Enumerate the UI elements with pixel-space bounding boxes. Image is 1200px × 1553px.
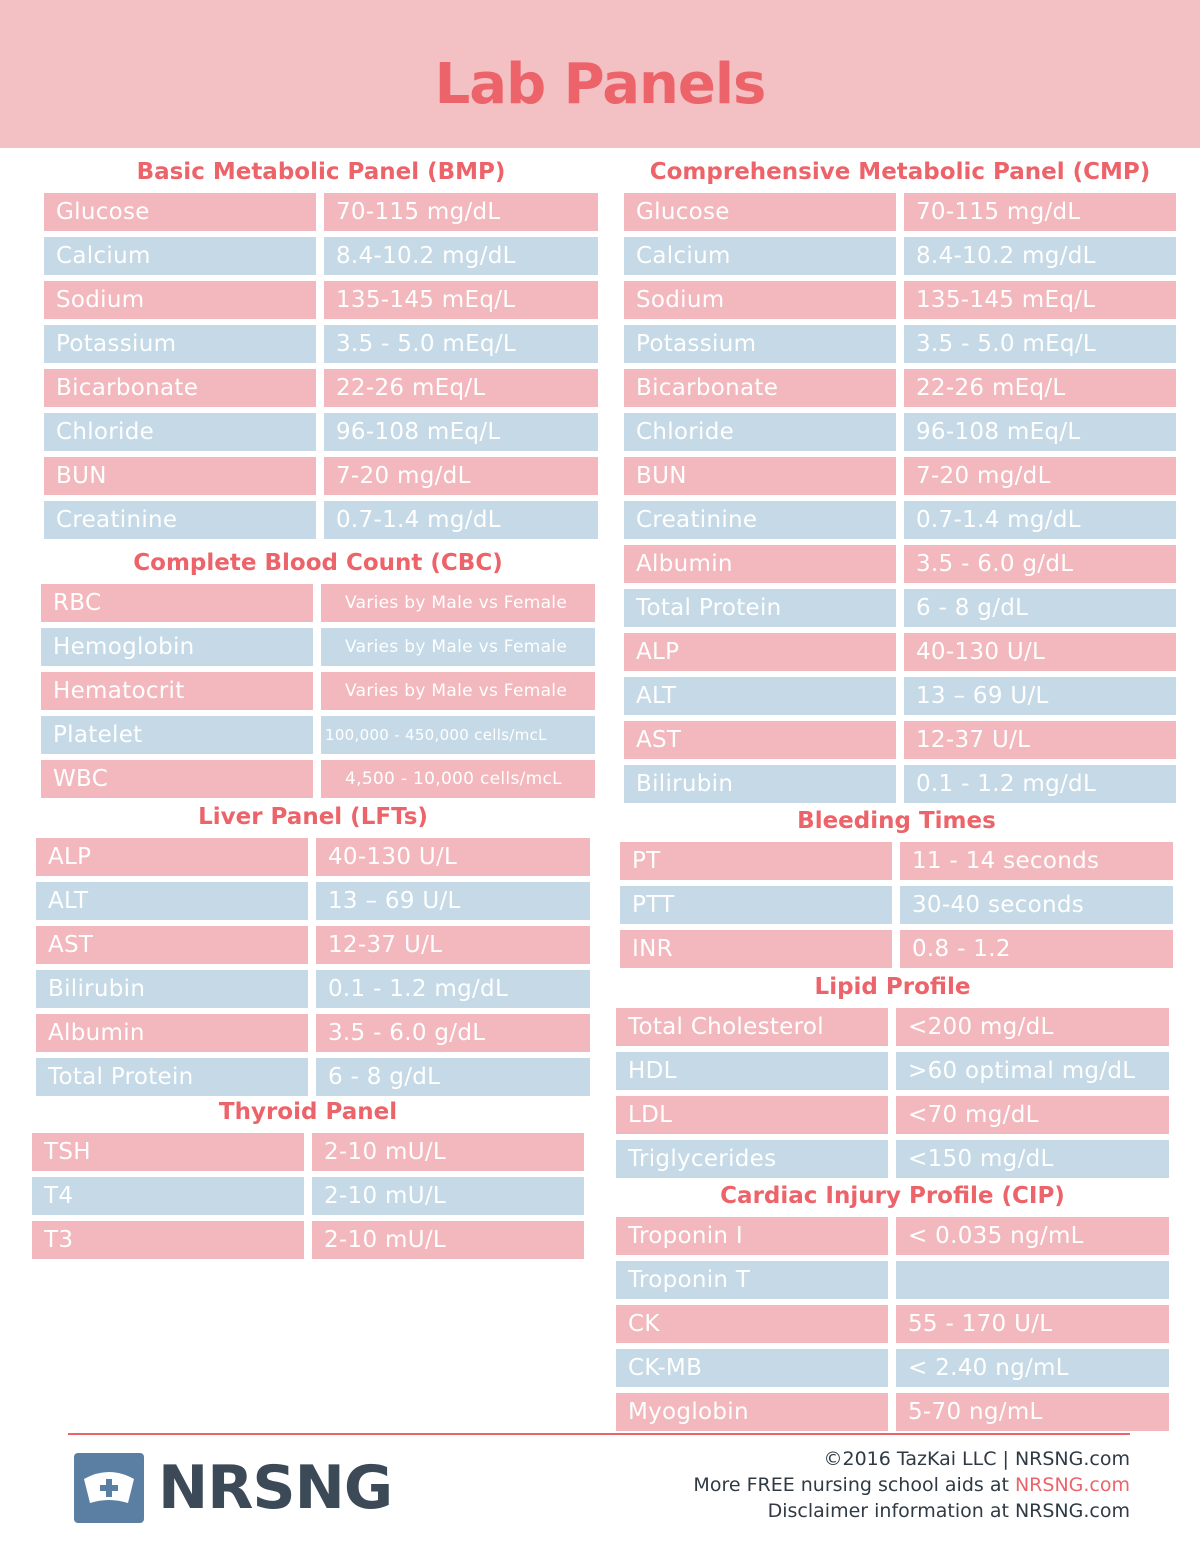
reference-range: 2-10 mU/L [312, 1133, 584, 1171]
table-row [36, 838, 590, 876]
reference-range: 96-108 mEq/L [904, 413, 1176, 451]
table-row [620, 930, 1173, 968]
test-name: Bicarbonate [44, 369, 316, 407]
panel-title: Liver Panel (LFTs) [198, 804, 428, 830]
reference-range: 22-26 mEq/L [904, 369, 1176, 407]
table-row [41, 584, 595, 622]
reference-range: 13 – 69 U/L [904, 677, 1176, 715]
reference-range: 12-37 U/L [904, 721, 1176, 759]
reference-range: 0.7-1.4 mg/dL [324, 501, 598, 539]
table-row [41, 716, 595, 754]
test-name: ALT [624, 677, 896, 715]
panel-title: Thyroid Panel [218, 1099, 398, 1125]
test-name: RBC [41, 584, 313, 622]
test-name: Triglycerides [616, 1140, 888, 1178]
test-name: Chloride [624, 413, 896, 451]
table-row [44, 501, 598, 539]
reference-range: 11 - 14 seconds [900, 842, 1173, 880]
table-row [41, 628, 595, 666]
test-name: BUN [44, 457, 316, 495]
reference-range [896, 1261, 1169, 1299]
test-name: CK-MB [616, 1349, 888, 1387]
reference-range: 2-10 mU/L [312, 1177, 584, 1215]
test-name: Total Cholesterol [616, 1008, 888, 1046]
page-title: Lab Panels [434, 52, 766, 117]
table-row [44, 413, 598, 451]
test-name: AST [36, 926, 308, 964]
table-row [36, 1014, 590, 1052]
panel-title: Comprehensive Metabolic Panel (CMP) [649, 159, 1151, 185]
test-name: Total Protein [624, 589, 896, 627]
reference-range: <200 mg/dL [896, 1008, 1169, 1046]
reference-range: 30-40 seconds [900, 886, 1173, 924]
table-row [41, 760, 595, 798]
table-row [620, 886, 1173, 924]
disclaimer-text: Disclaimer information at NRSNG.com [767, 1500, 1130, 1522]
table-row [624, 193, 1176, 231]
table-row [616, 1305, 1169, 1343]
test-name: Creatinine [44, 501, 316, 539]
reference-range: 3.5 - 6.0 g/dL [316, 1014, 590, 1052]
panel-title: Bleeding Times [797, 808, 996, 834]
test-name: TSH [32, 1133, 304, 1171]
reference-range: 3.5 - 6.0 g/dL [904, 545, 1176, 583]
table-row [36, 1058, 590, 1096]
lipid-profile-panel [616, 972, 1169, 1178]
nrsng-logo [74, 1452, 404, 1524]
test-name: PTT [620, 886, 892, 924]
table-row [44, 369, 598, 407]
footer-info [693, 1446, 1130, 1524]
footer-divider [68, 1433, 1130, 1435]
reference-range: 7-20 mg/dL [324, 457, 598, 495]
reference-range: 40-130 U/L [904, 633, 1176, 671]
reference-range: 5-70 ng/mL [896, 1393, 1169, 1431]
test-name: Sodium [44, 281, 316, 319]
cardiac-injury-panel [616, 1181, 1169, 1431]
table-row [616, 1349, 1169, 1387]
copyright-text: ©2016 TazKai LLC | NRSNG.com [823, 1448, 1130, 1470]
table-row [624, 413, 1176, 451]
reference-range: 6 - 8 g/dL [316, 1058, 590, 1096]
table-row [624, 501, 1176, 539]
panel-title: Basic Metabolic Panel (BMP) [136, 159, 506, 185]
table-row [36, 882, 590, 920]
table-row [624, 677, 1176, 715]
table-row [624, 545, 1176, 583]
reference-range: 3.5 - 5.0 mEq/L [904, 325, 1176, 363]
reference-range: 3.5 - 5.0 mEq/L [324, 325, 598, 363]
table-row [616, 1052, 1169, 1090]
test-name: Creatinine [624, 501, 896, 539]
table-row [624, 633, 1176, 671]
test-name: BUN [624, 457, 896, 495]
reference-range: 22-26 mEq/L [324, 369, 598, 407]
cbc-panel [41, 548, 595, 798]
test-name: CK [616, 1305, 888, 1343]
test-name: Potassium [624, 325, 896, 363]
test-name: PT [620, 842, 892, 880]
table-row [616, 1096, 1169, 1134]
reference-range: 7-20 mg/dL [904, 457, 1176, 495]
test-name: Sodium [624, 281, 896, 319]
liver-panel [36, 802, 590, 1096]
panel-title: Complete Blood Count (CBC) [133, 550, 503, 576]
reference-range: 70-115 mg/dL [904, 193, 1176, 231]
reference-range: 100,000 - 450,000 cells/mcL [321, 716, 595, 754]
table-row [616, 1140, 1169, 1178]
reference-range: 0.1 - 1.2 mg/dL [316, 970, 590, 1008]
table-row [32, 1221, 584, 1259]
test-name: Albumin [36, 1014, 308, 1052]
table-row [624, 325, 1176, 363]
test-name: Albumin [624, 545, 896, 583]
reference-range: 70-115 mg/dL [324, 193, 598, 231]
test-name: INR [620, 930, 892, 968]
reference-range: 13 – 69 U/L [316, 882, 590, 920]
table-row [36, 970, 590, 1008]
table-row [44, 457, 598, 495]
reference-range: 135-145 mEq/L [904, 281, 1176, 319]
test-name: Bicarbonate [624, 369, 896, 407]
reference-range: 12-37 U/L [316, 926, 590, 964]
reference-range: 6 - 8 g/dL [904, 589, 1176, 627]
test-name: ALP [624, 633, 896, 671]
test-name: LDL [616, 1096, 888, 1134]
test-name: ALP [36, 838, 308, 876]
table-row [44, 237, 598, 275]
panel-title: Cardiac Injury Profile (CIP) [720, 1183, 1065, 1209]
table-row [44, 281, 598, 319]
reference-range: 55 - 170 U/L [896, 1305, 1169, 1343]
test-name: WBC [41, 760, 313, 798]
reference-range: <70 mg/dL [896, 1096, 1169, 1134]
test-name: Calcium [624, 237, 896, 275]
nurse-cap-icon [74, 1453, 144, 1523]
table-row [624, 589, 1176, 627]
table-row [616, 1217, 1169, 1255]
test-name: Platelet [41, 716, 313, 754]
table-row [616, 1261, 1169, 1299]
table-row [624, 281, 1176, 319]
table-row [620, 842, 1173, 880]
bleeding-times-panel [620, 806, 1173, 968]
reference-range: Varies by Male vs Female [321, 672, 595, 710]
test-name: AST [624, 721, 896, 759]
reference-range: Varies by Male vs Female [321, 628, 595, 666]
test-name: Hematocrit [41, 672, 313, 710]
test-name: Hemoglobin [41, 628, 313, 666]
test-name: ALT [36, 882, 308, 920]
test-name: Total Protein [36, 1058, 308, 1096]
reference-range: 8.4-10.2 mg/dL [904, 237, 1176, 275]
test-name: Bilirubin [36, 970, 308, 1008]
reference-range: < 2.40 ng/mL [896, 1349, 1169, 1387]
test-name: Calcium [44, 237, 316, 275]
reference-range: 2-10 mU/L [312, 1221, 584, 1259]
table-row [44, 325, 598, 363]
table-row [624, 721, 1176, 759]
reference-range: 40-130 U/L [316, 838, 590, 876]
reference-range: 4,500 - 10,000 cells/mcL [321, 760, 595, 798]
test-name: Bilirubin [624, 765, 896, 803]
panel-title: Lipid Profile [814, 974, 971, 1000]
free-aids-line [693, 1472, 1130, 1498]
table-row [624, 765, 1176, 803]
table-row [624, 457, 1176, 495]
logo-text: NRSNG [158, 1453, 393, 1523]
table-row [41, 672, 595, 710]
test-name: Potassium [44, 325, 316, 363]
test-name: Troponin I [616, 1217, 888, 1255]
free-aids-text: More FREE nursing school aids at [693, 1474, 1015, 1496]
thyroid-panel [32, 1097, 584, 1259]
bmp-panel [44, 157, 598, 539]
table-row [32, 1177, 584, 1215]
reference-range: < 0.035 ng/mL [896, 1217, 1169, 1255]
test-name: T3 [32, 1221, 304, 1259]
nrsng-link[interactable]: NRSNG.com [1014, 1474, 1130, 1496]
table-row [44, 193, 598, 231]
reference-range: <150 mg/dL [896, 1140, 1169, 1178]
reference-range: 0.8 - 1.2 [900, 930, 1173, 968]
table-row [624, 369, 1176, 407]
reference-range: 0.1 - 1.2 mg/dL [904, 765, 1176, 803]
cmp-panel [624, 157, 1176, 803]
reference-range: 0.7-1.4 mg/dL [904, 501, 1176, 539]
table-row [36, 926, 590, 964]
test-name: Myoglobin [616, 1393, 888, 1431]
test-name: Chloride [44, 413, 316, 451]
table-row [32, 1133, 584, 1171]
table-row [616, 1008, 1169, 1046]
table-row [616, 1393, 1169, 1431]
reference-range: 8.4-10.2 mg/dL [324, 237, 598, 275]
test-name: T4 [32, 1177, 304, 1215]
table-row [624, 237, 1176, 275]
reference-range: 135-145 mEq/L [324, 281, 598, 319]
test-name: HDL [616, 1052, 888, 1090]
reference-range: >60 optimal mg/dL [896, 1052, 1169, 1090]
test-name: Glucose [624, 193, 896, 231]
test-name: Glucose [44, 193, 316, 231]
reference-range: 96-108 mEq/L [324, 413, 598, 451]
reference-range: Varies by Male vs Female [321, 584, 595, 622]
test-name: Troponin T [616, 1261, 888, 1299]
